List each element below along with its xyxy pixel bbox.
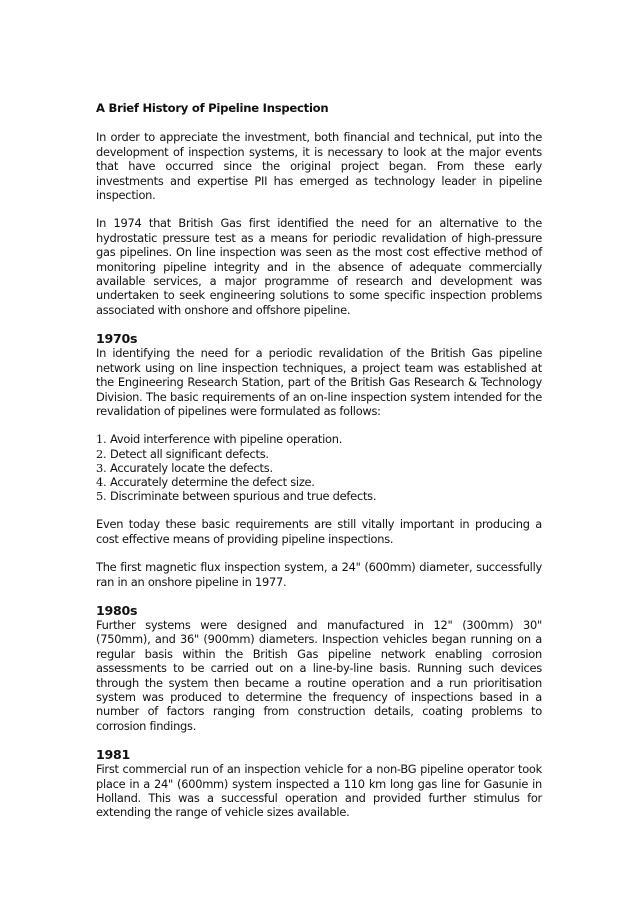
intro-paragraph-2: In 1974 that British Gas first identified the need for an alternative to the hydrostatic pressure test as a means for periodic revalidation of high-pressure gas pipelines. On line inspection was seen as the most cost effective method of monitoring pipeline integrity and in the absence of adequate commercially available services, a major programme of research and development was undertaken to seek engineering solutions to some specific inspection problems associated with onshore and offshore pipeline.: [96, 216, 542, 317]
page-title: A Brief History of Pipeline Inspection: [96, 101, 329, 115]
paragraph-1980s: Further systems were designed and manufactured in 12" (300mm) 30" (750mm), and 36" (900mm) diameters. Inspection vehicles began running on a regular basis within the British Gas pipeline network enabling corrosion assessments to be carried out on a line-by-line basis. Running such devices through the system then became a routine operation and a run prioritisation system was produced to determine the frequency of inspections based in a number of factors ranging from construction details, coating problems to corrosion findings.: [96, 617, 542, 733]
section-heading-1980s: 1980s: [96, 602, 138, 618]
paragraph-1970s-importance: Even today these basic requirements are still vitally important in producing a cost effective means of providing pipeline inspections.: [96, 517, 542, 546]
list-item-number: 4.: [96, 474, 107, 489]
paragraph-1970s-requirements: In identifying the need for a periodic revalidation of the British Gas pipeline network using on line inspection techniques, a project team was established at the Engineering Research Station, part of the British Gas Research & Technology Division. The basic requirements of an on-line inspection system intended for the revalidation of pipelines were formulated as follows:: [96, 346, 542, 418]
paragraph-1981: First commercial run of an inspection vehicle for a non-BG pipeline operator took place in a 24" (600mm) system inspected a 110 km long gas line for Gasunie in Holland. This was a successful operation and provided further stimulus for extending the range of vehicle sizes available.: [96, 762, 542, 820]
paragraph-1970s-first-system: The first magnetic flux inspection system, a 24" (600mm) diameter, successfully ran in an onshore pipeline in 1977.: [96, 560, 542, 589]
requirements-list: [96, 432, 542, 503]
list-item: [96, 432, 542, 446]
list-item: [96, 447, 542, 461]
list-item-number: 2.: [96, 446, 107, 461]
list-item-number: 1.: [96, 432, 107, 447]
document-page: [96, 101, 542, 834]
intro-paragraph-1: In order to appreciate the investment, both financial and technical, put into the development of inspection systems, it is necessary to look at the major events that have occurred since the original project began. From these early investments and expertise PII has emerged as technology leader in pipeline inspection.: [96, 130, 542, 203]
section-heading-1981: 1981: [96, 747, 131, 763]
list-item-text: Detect all significant defects.: [110, 446, 269, 461]
list-item: [96, 475, 542, 489]
list-item-number: 3.: [96, 460, 107, 475]
list-item-number: 5.: [96, 489, 107, 504]
list-item-text: Avoid interference with pipeline operation.: [110, 432, 343, 447]
list-item-text: Accurately locate the defects.: [110, 460, 273, 475]
list-item: [96, 489, 542, 503]
list-item-text: Accurately determine the defect size.: [110, 474, 315, 489]
list-item: [96, 461, 542, 475]
section-heading-1970s: 1970s: [96, 331, 138, 347]
list-item-text: Discriminate between spurious and true defects.: [110, 489, 377, 504]
